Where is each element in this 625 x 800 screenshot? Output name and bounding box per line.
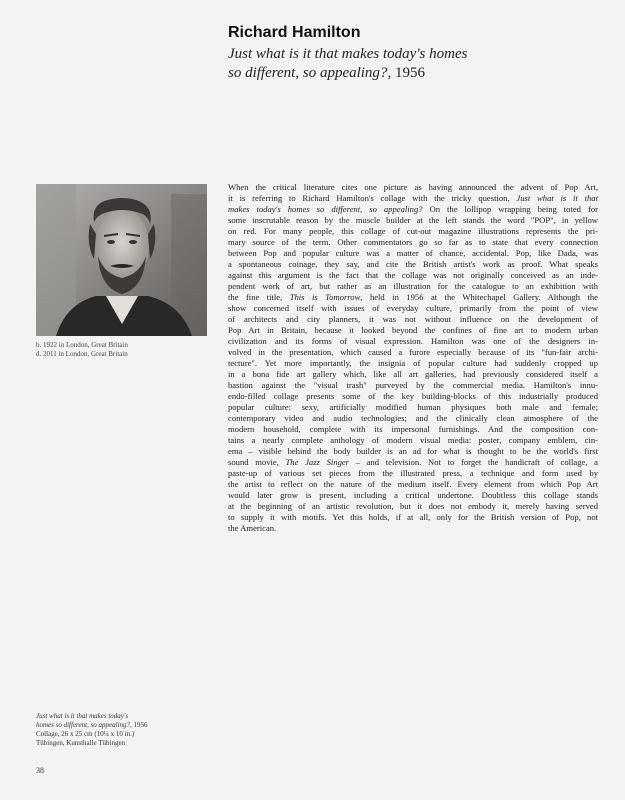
body-line: pendent work of art, but rather as an illustration for the catalogue to an exhibition with (228, 281, 598, 291)
bio-born: b. 1922 in London, Great Britain (36, 341, 128, 349)
artwork-caption (36, 712, 148, 748)
body-line: paste-up of various set pieces from the illustrated press, a technique and form used by (228, 468, 598, 478)
body-line: popular culture: sexy, artificially modified human physiques both male and female; (228, 402, 598, 412)
body-line: tains a nearly complete anthology of modern visual media: poster, company emblem, cin- (228, 435, 598, 445)
work-title-line-1: Just what is it that makes today's homes (228, 46, 468, 62)
body-line: civilization and its forms of visual expression. Hamilton was one of the designers in- (228, 336, 598, 346)
bio-died: d. 2011 in London, Great Britain (36, 350, 128, 358)
body-line: a spontaneous coinage, they say, and cite the British artist's work as proof. What speaks (228, 259, 598, 269)
body-line: endo-filled collage presents some of the key building-blocks of this industrially produced (228, 391, 598, 401)
body-line: it is referring to Richard Hamilton's collage with the tricky question, Just what is it that (228, 193, 598, 203)
body-line: tecture". Yet more importantly, the insignia of popular culture had suddenly cropped up (228, 358, 598, 368)
body-line: the fine title, This is Tomorrow, held in 1956 at the Whitechapel Gallery. Although the (228, 292, 598, 302)
caption-medium: Collage, 26 x 25 cm (10¼ x 10 in.) (36, 730, 135, 738)
body-line: to supply it with motifs. Yet this holds, if at all, only for the British version of Pop, not (228, 512, 598, 522)
body-line: against this argument is the fact that the collage was not originally conceived as an inde- (228, 270, 598, 280)
body-line: bastion against the "visual trash" purveyed by the commercial media. Hamilton's innu- (228, 380, 598, 390)
body-line: show concerned itself with issues of everyday culture, primarily from the point of view (228, 303, 598, 313)
body-line: at the beginning of an artistic revolution, but it does not embody it, merely having served (228, 501, 598, 511)
body-line: volved in the presentation, which caused a furore especially because of its "fun-fair archi- (228, 347, 598, 357)
caption-title-line-1: Just what is it that makes today's (36, 712, 129, 720)
body-line: some inscrutable reason by the muscle builder at the left stands the word "POP", in yellow (228, 215, 598, 225)
body-line: contemporary video and audio technologies; and the clinically clean atmosphere of the (228, 413, 598, 423)
artist-name: Richard Hamilton (228, 24, 361, 41)
essay-body (228, 182, 598, 534)
body-line: makes today's homes so different, so appealing? On the lollipop wrapping being toted for (228, 204, 598, 214)
body-line: mary source of the term. Other commentators go so far as to state that every connection (228, 237, 598, 247)
body-line: of architects and city planners, it was not without influence on the development of (228, 314, 598, 324)
work-title-line-2: so different, so appealing? (228, 65, 388, 81)
body-line: the American. (228, 523, 277, 533)
body-line: on red. For many people, this collage of cut-out magazine illustrations represents the pri- (228, 226, 598, 236)
body-line: Pop Art in Britain, because it looked beyond the confines of fine art to modern urban (228, 325, 598, 335)
body-line: When the critical literature cites one picture as having announced the advent of Pop Art, (228, 182, 598, 192)
artist-bio (36, 341, 128, 359)
body-line: between Pop and popular culture was a matter of chance, accidental. Pop, like Dada, was (228, 248, 598, 258)
body-line: modern household, complete with its impersonal furnishings. And the composition con- (228, 424, 598, 434)
page-number: 38 (36, 766, 44, 775)
body-line: would later grow is present, including a critical undertone. Doubtless this collage stands (228, 490, 598, 500)
body-line: in a bona fide art gallery which, like all art galleries, had previously considered itself a (228, 369, 598, 379)
body-line: sound movie, The Jazz Singer – and television. Not to forget the handicraft of collage, a (228, 457, 598, 467)
work-title (228, 45, 588, 83)
work-title-year: , 1956 (387, 65, 425, 81)
artist-portrait-photo (36, 184, 207, 336)
body-line: ema – visible behind the body builder is an ad for what is thought to be the world's first (228, 446, 598, 456)
caption-title-line-2: homes so different, so appealing?, 1956 (36, 721, 148, 729)
caption-location: Tübingen, Kunsthalle Tübingen (36, 739, 126, 747)
body-line: the artist to reflect on the nature of the medium itself. Every element from which Pop Art (228, 479, 598, 489)
